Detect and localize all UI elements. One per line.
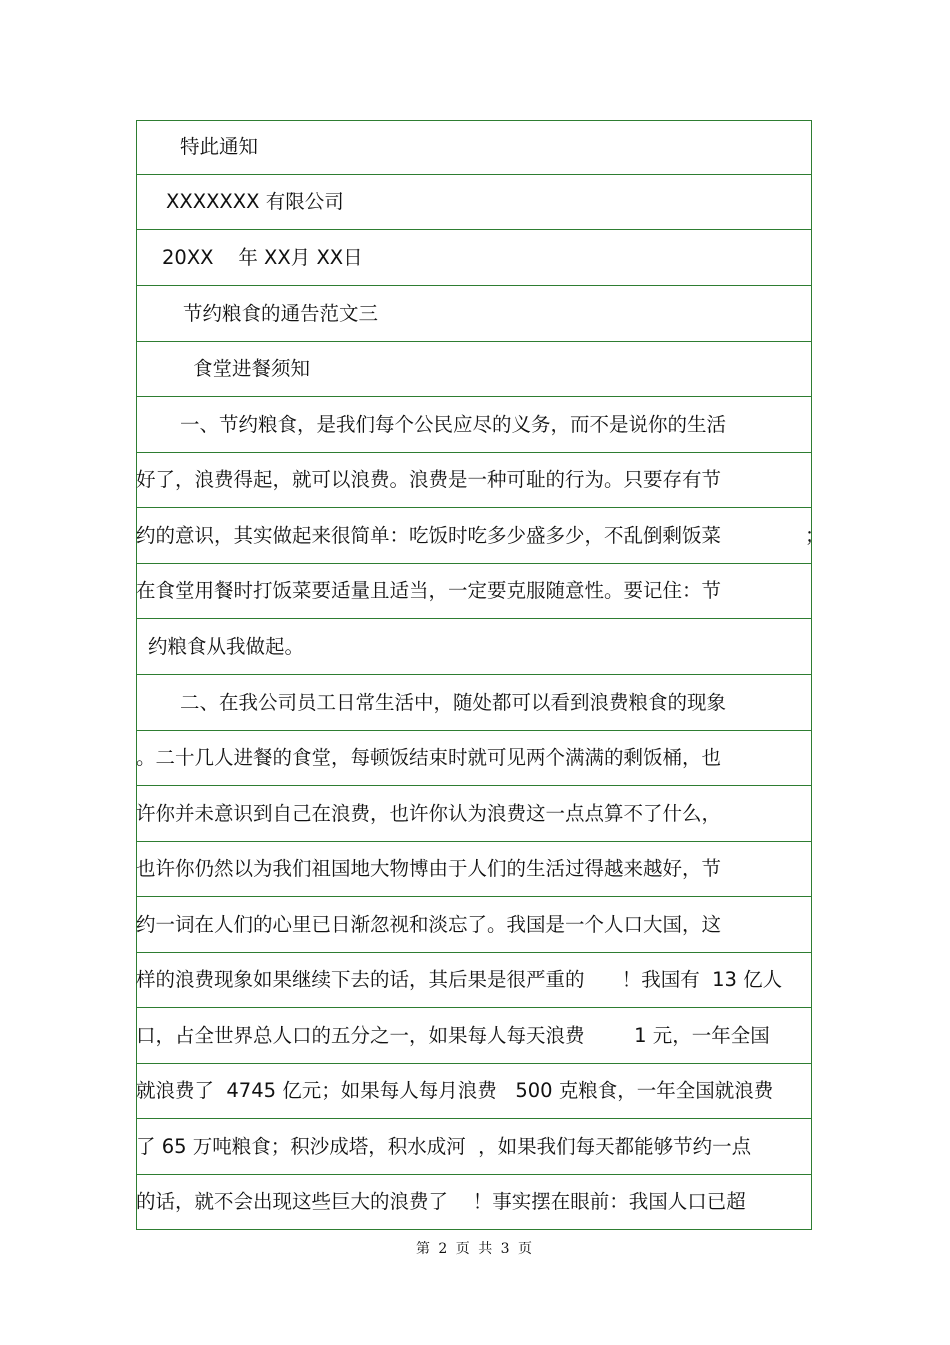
text-line: 约一词在人们的心里已日渐忽视和淡忘了。我国是一个人口大国，这 [136, 913, 722, 936]
stray-semicolon: ； [805, 524, 825, 547]
text-line: 二、在我公司员工日常生活中，随处都可以看到浪费粮食的现象 [180, 691, 727, 714]
text-line: 约的意识，其实做起来很简单：吃饭时吃多少盛多少，不乱倒剩饭菜 [136, 524, 722, 547]
text-line: 了 65 万吨粮食；积沙成塔，积水成河 ，如果我们每天都能够节约一点 [136, 1135, 752, 1158]
text-line: 食堂进餐须知 [193, 357, 311, 380]
page-footer: 第 2 页 共 3 页 [415, 1241, 535, 1257]
text-line: XXXXXXX 有限公司 [166, 190, 344, 213]
text-line: 样的浪费现象如果继续下去的话，其后果是很严重的 ！我国有 13 亿人 [136, 968, 783, 991]
text-line: 节约粮食的通告范文三 [183, 302, 379, 325]
text-line: 就浪费了 4745 亿元；如果每人每月浪费 500 克粮食，一年全国就浪费 [136, 1079, 774, 1102]
text-line: 。二十几人进餐的食堂，每顿饭结束时就可见两个满满的剩饭桶，也 [136, 746, 722, 769]
text-line: 约粮食从我做起。 [148, 635, 305, 658]
text-line: 在食堂用餐时打饭菜要适量且适当，一定要克服随意性。要记住：节 [136, 579, 722, 602]
text-line: 20XX 年 XX月 XX日 [162, 246, 363, 269]
text-line: 特此通知 [180, 135, 259, 158]
text-line: 许你并未意识到自己在浪费，也许你认为浪费这一点点算不了什么， [136, 802, 722, 825]
text-line: 一、节约粮食，是我们每个公民应尽的义务，而不是说你的生活 [180, 413, 727, 436]
text-line: 好了，浪费得起，就可以浪费。浪费是一种可耻的行为。只要存有节 [136, 468, 722, 491]
text-line: 口，占全世界总人口的五分之一，如果每人每天浪费 1 元，一年全国 [136, 1024, 770, 1047]
text-line: 也许你仍然以为我们祖国地大物博由于人们的生活过得越来越好，节 [136, 857, 722, 880]
text-line: 的话，就不会出现这些巨大的浪费了 ！事实摆在眼前：我国人口已超 [136, 1190, 746, 1213]
